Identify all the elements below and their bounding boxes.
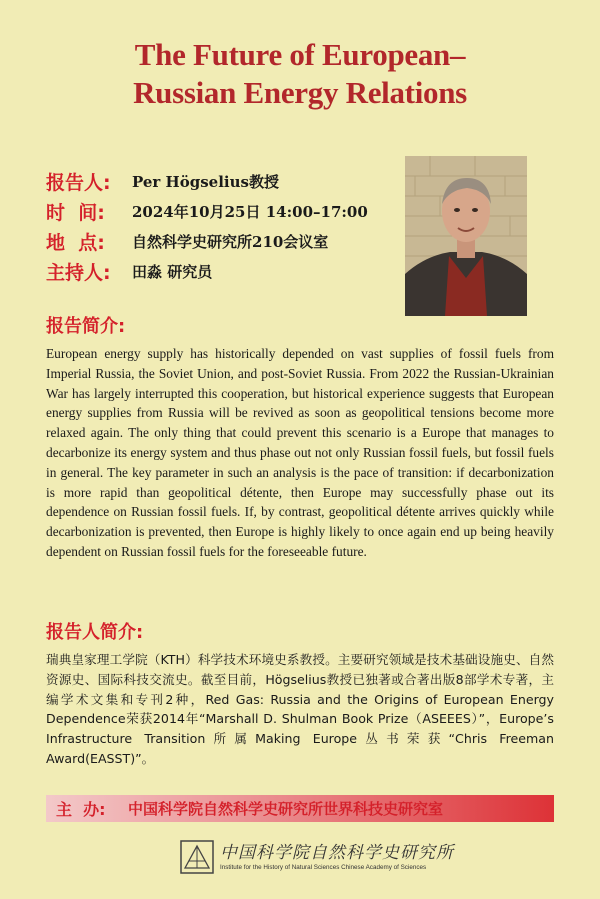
- location-value: 自然科学史研究所210会议室: [132, 232, 329, 251]
- info-row-time: [46, 196, 368, 226]
- abstract-text: European energy supply has historically depended on vast supplies of fossil fuels from Imperial Russia, the Soviet Union, and post-Soviet Russia. From 2022 the Russian-Ukrainian War has largely interrupted this cooperation, but historical experience suggests that European energy supplies from Russia will be revived as soon as geopolitical tensions become more relaxed again. The only thing that could prevent this scenario is a Europe that manages to decarbonize its energy system and thus phase out not only Russian fossil fuels, but fossil fuels in general. The key parameter in such an analysis is the pace of transition: if decarbonization is more rapid than geopolitical détente, then Europe may successfully phase out its dependence on Russian fossil fuels. If, by contrast, geopolitical détente arrives quickly while decarbonization is prevented, then Europe is highly likely to once again end up being heavily dependent on Russian fossil fuels for the foreseeable future.: [46, 346, 554, 559]
- institute-logo: [180, 840, 454, 874]
- bio-text: 瑞典皇家理工学院（KTH）科学技术环境史系教授。主要研究领域是技术基础设施史、自然资源史、国际科技交流史。截至目前，Högselius教授已独著或合著出版8部学术专著，主编学术文集和专刊2种，Red Gas: Russia and the Origins of European Energy Dependence荣获2014年“Marshall D. Shulman Book Prize（ASEEES）”，Europe’s Infrastructure Transition所属Making Europe丛书荣获“Chris Freeman Award(EASST)”。: [46, 652, 554, 766]
- institute-name-en: Institute for the History of Natural Sciences Chinese Academy of Sciences: [220, 863, 427, 871]
- organizer-bar: [46, 795, 554, 822]
- info-row-location: [46, 226, 368, 256]
- organizer-value: 中国科学院自然科学史研究所世界科技史研究室: [128, 800, 444, 818]
- speaker-label: 报告人:: [46, 171, 111, 194]
- moderator-label: 主持人:: [46, 261, 111, 284]
- institute-seal-icon: [180, 840, 214, 874]
- time-value: 2024年10月25日 14:00–17:00: [132, 202, 368, 221]
- info-row-host: [46, 256, 368, 286]
- institute-name-cn: 中国科学院自然科学史研究所: [220, 842, 454, 863]
- speaker-photo: [405, 156, 527, 316]
- info-row-speaker: [46, 166, 368, 196]
- organizer-label: 主 办:: [56, 800, 106, 819]
- poster-title: [0, 36, 600, 112]
- info-block: [46, 166, 368, 286]
- speaker-value: Per Högselius教授: [132, 172, 279, 191]
- title-line-2: Russian Energy Relations: [133, 75, 467, 110]
- abstract-heading: 报告简介:: [46, 316, 126, 337]
- moderator-value: 田淼 研究员: [132, 262, 213, 281]
- location-label: 地 点:: [46, 231, 105, 254]
- time-label: 时 间:: [46, 201, 105, 224]
- bio-heading: 报告人简介:: [46, 622, 144, 643]
- title-line-1: The Future of European–: [134, 37, 466, 72]
